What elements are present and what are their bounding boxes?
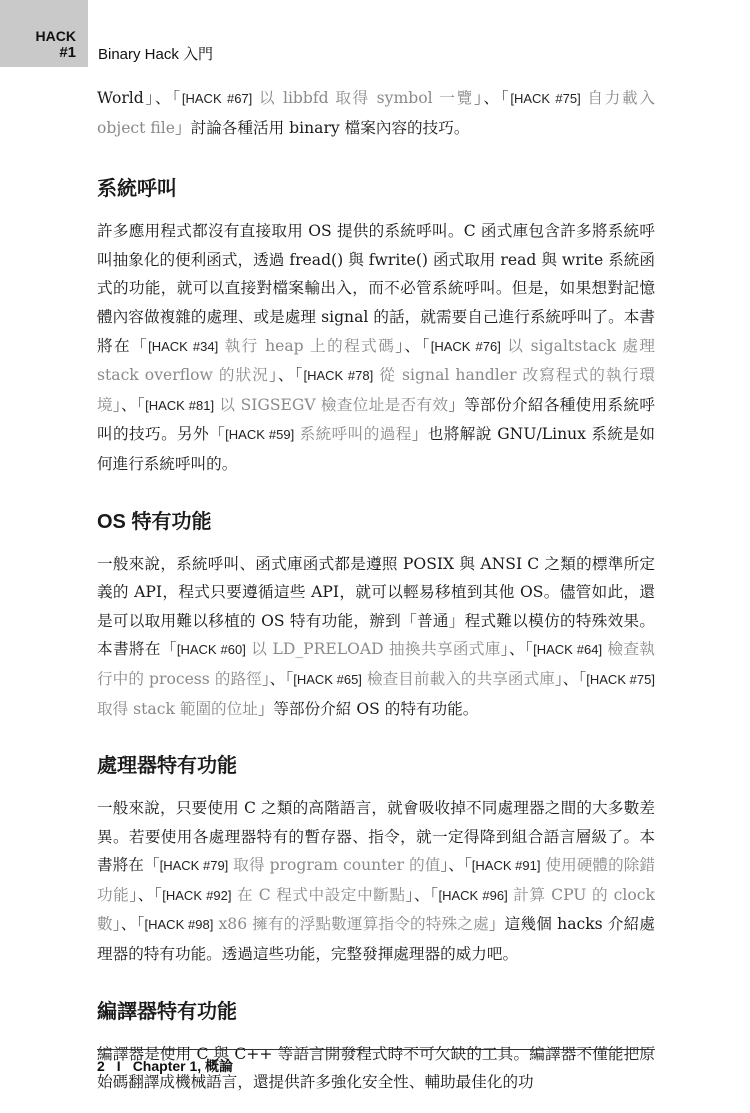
- section-heading: OS 特有功能: [97, 510, 212, 533]
- body-text: 」、「: [473, 89, 511, 107]
- body-text: 」、「: [112, 915, 145, 934]
- hack-reference-title: 在 C 程式中設定中斷點: [231, 885, 406, 904]
- body-text: 」等部份介紹 OS 的特有功能。: [257, 699, 479, 718]
- hack-reference-title: 以 SIGSEGV 檢查位址是否有效: [214, 395, 449, 414]
- hack-reference-title: 使用硬體的除錯功能: [97, 856, 655, 904]
- hack-reference-title: 自力載入 object file: [97, 89, 655, 137]
- section-heading: 處理器特有功能: [97, 755, 237, 778]
- hack-reference-tag: [HACK #59]: [225, 427, 295, 443]
- hack-reference-title: 系統呼叫的過程: [294, 425, 412, 444]
- body-text: 」、「: [500, 640, 534, 659]
- hack-reference-tag: [HACK #92]: [162, 887, 232, 903]
- hack-reference-tag: [HACK #34]: [148, 338, 219, 354]
- page-number: 2: [97, 1058, 105, 1074]
- body-text: 」、「: [112, 395, 146, 414]
- hack-reference-title: 取得 stack 範圍的位址: [97, 699, 258, 718]
- hack-reference-tag: [HACK #91]: [471, 858, 541, 874]
- hack-reference-title: 計算 CPU 的 clock 數: [97, 885, 655, 934]
- section-heading: 系統呼叫: [97, 178, 177, 201]
- hack-reference-tag: [HACK #98]: [144, 917, 214, 933]
- hack-reference-tag: [HACK #96]: [438, 887, 508, 903]
- hack-reference-title: 以 LD_PRELOAD 抽換共享函式庫: [245, 640, 501, 659]
- body-text: 」、「: [440, 856, 472, 875]
- hack-reference-title: 以 sigaltstack 處理 stack overflow 的狀況: [97, 336, 655, 385]
- hack-tab: [0, 0, 88, 67]
- hack-reference-title: 執行 heap 上的程式碼: [218, 336, 396, 355]
- section-paragraph: [97, 794, 655, 969]
- hack-reference-tag: [HACK #75]: [586, 671, 655, 687]
- body-text: 」、「: [129, 885, 163, 904]
- hack-reference-tag: [HACK #81]: [145, 397, 215, 413]
- hack-reference-title: x86 擁有的浮點數運算指令的特殊之處: [213, 915, 489, 934]
- hack-reference-tag: [HACK #79]: [159, 858, 229, 874]
- page-footer: [97, 1056, 233, 1076]
- hack-reference-tag: [HACK #60]: [176, 642, 246, 658]
- hack-reference-tag: [HACK #65]: [293, 671, 362, 687]
- section-paragraph: [97, 84, 655, 142]
- body-text: 編譯器是使用 C 與 C++ 等語言開發程式時不可欠缺的工具。編譯器不僅能把原始碼翻譯成機械語言，還提供許多強化安全性、輔助最佳化的功: [97, 1044, 655, 1092]
- hack-number: #1: [59, 44, 76, 61]
- body-text: 一般來說，只要使用 C 之類的高階語言，就會吸收掉不同處理器之間的大多數差異。若要使用各處理器特有的暫存器、指令，就一定得降到組合語言層級了。本書將在「: [97, 799, 655, 875]
- hack-reference-title: 從 signal handler 改寫程式的執行環境: [97, 366, 655, 414]
- hack-reference-tag: [HACK #76]: [430, 338, 501, 354]
- body-text: 」等部份介紹各種使用系統呼叫的技巧。另外「: [97, 395, 655, 444]
- hack-reference-title: 檢查執行中的 process 的路徑: [97, 640, 655, 688]
- running-title: Binary Hack 入門: [98, 46, 214, 63]
- body-text: 」、「: [268, 366, 304, 385]
- body-text: World」、「: [97, 89, 182, 107]
- page-content: [97, 84, 655, 1097]
- body-text: 」也將解說 GNU/Linux 系統是如何進行系統呼叫的。: [97, 425, 655, 473]
- hack-reference-tag: [HACK #78]: [303, 368, 374, 384]
- body-text: 一般來說，系統呼叫、函式庫函式都是遵照 POSIX 與 ANSI C 之類的標準所定義的 API，程式只要遵循這些 API，就可以輕易移植到其他 OS。儘管如此，還是可以取用難以移植的 OS 特有功能，辦到「普通」程式難以模仿的特殊效果。本書將在「: [97, 554, 655, 659]
- hack-label: HACK: [35, 28, 76, 44]
- body-text: 」、「: [261, 669, 294, 688]
- hack-reference-tag: [HACK #67]: [181, 91, 253, 106]
- body-text: 」、「: [554, 669, 587, 688]
- footer-separator: I: [116, 1058, 121, 1074]
- footer-rule: [97, 1049, 655, 1050]
- hack-reference-title: 以 libbfd 取得 symbol 一覽: [252, 89, 474, 107]
- body-text: 」討論各種活用 binary 檔案內容的技巧。: [175, 118, 470, 137]
- hack-reference-tag: [HACK #64]: [533, 642, 603, 658]
- body-text: 」、「: [405, 885, 439, 904]
- section-paragraph: [97, 217, 655, 478]
- section-heading: 編譯器特有功能: [97, 1000, 237, 1023]
- chapter-title: Chapter 1, 概論: [132, 1058, 234, 1074]
- body-text: 」這幾個 hacks 介紹處理器的特有功能。透過這些功能，完整發揮處理器的威力吧。: [97, 915, 655, 964]
- body-text: 許多應用程式都沒有直接取用 OS 提供的系統呼叫。C 函式庫包含許多將系統呼叫抽象化的便利函式，透過 fread() 與 fwrite() 函式取用 read 與 write 系統函式的功能，就可以直接對檔案輸出入，而不必管系統呼叫。但是，如果想對記憶體內容做複雜的處理、或是處理 signal 的話，就需要自己進行系統呼叫了。本書將在「: [97, 222, 655, 355]
- section-paragraph: [97, 550, 655, 724]
- hack-reference-tag: [HACK #75]: [510, 91, 581, 106]
- body-text: 」、「: [395, 336, 431, 355]
- hack-reference-title: 檢查目前載入的共享函式庫: [361, 669, 555, 688]
- hack-reference-title: 取得 program counter 的值: [228, 856, 441, 875]
